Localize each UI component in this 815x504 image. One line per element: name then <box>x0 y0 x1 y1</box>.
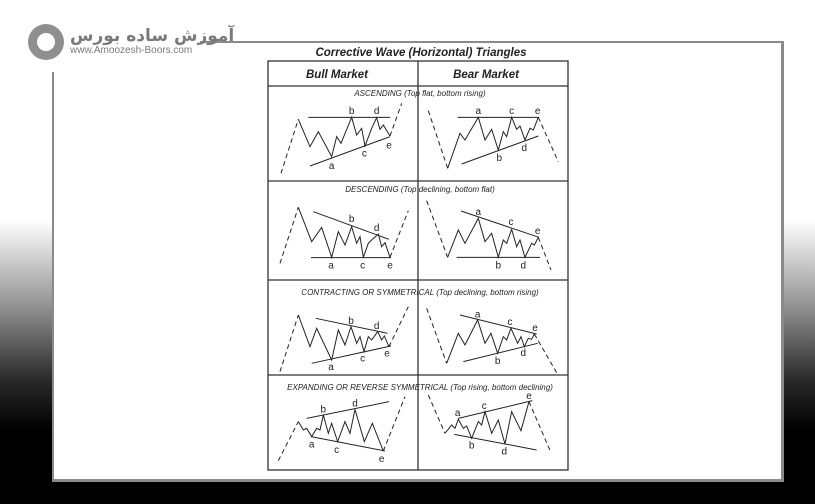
wave-label: e <box>534 105 541 117</box>
header-bull-market: Bull Market <box>306 69 368 81</box>
wave-label: c <box>360 260 366 272</box>
wave-label: d <box>520 347 527 359</box>
wave-label: b <box>348 213 355 225</box>
diagram-title: Corrective Wave (Horizontal) Triangles <box>315 47 527 59</box>
ascending-row <box>281 103 558 173</box>
descending-bear-pattern <box>427 201 551 270</box>
wave-label: c <box>360 353 366 365</box>
wave-label: c <box>481 401 487 413</box>
header-bear-market: Bear Market <box>453 69 519 81</box>
caption-ascending: ASCENDING (Top flat, bottom rising) <box>354 89 486 98</box>
wave-label: e <box>387 260 393 272</box>
expanding-bull-pattern <box>278 397 405 461</box>
wave-label: c <box>507 317 513 329</box>
wave-label: e <box>532 322 538 334</box>
wave-label: b <box>494 356 501 368</box>
wave-label: d <box>520 260 527 272</box>
brand-name: آموزش ساده بورس <box>70 26 235 46</box>
wave-label: e <box>386 140 392 152</box>
wave-label: e <box>534 226 541 238</box>
wave-label: d <box>521 143 528 155</box>
caption-expanding: EXPANDING OR REVERSE SYMMETRICAL (Top rising, bottom declining) <box>287 383 553 392</box>
wave-label: a <box>475 105 482 117</box>
wave-label: b <box>468 440 475 452</box>
wave-label: c <box>508 217 514 229</box>
wave-label: b <box>496 152 503 164</box>
wave-label: a <box>475 207 482 219</box>
wave-label: a <box>454 407 461 419</box>
wave-label: c <box>509 105 515 117</box>
wave-label: d <box>352 398 358 410</box>
wave-label: d <box>373 321 380 333</box>
wave-label: a <box>328 361 334 373</box>
wave-label: a <box>328 260 334 272</box>
wave-label: e <box>384 348 390 360</box>
wave-label: e <box>526 391 532 403</box>
wave-label: c <box>361 148 367 160</box>
brand-url: www.Amoozesh-Boors.com <box>70 45 193 56</box>
wave-label: a <box>328 161 335 173</box>
caption-contracting: CONTRACTING OR SYMMETRICAL (Top declining, bottom rising) <box>301 288 539 297</box>
descending-bull-pattern <box>280 207 408 263</box>
wave-label: b <box>348 315 354 327</box>
contracting-bull-pattern <box>280 307 408 372</box>
ascending-bear-pattern <box>428 111 558 169</box>
expanding-bear-pattern <box>428 395 551 453</box>
wave-label: a <box>474 309 481 321</box>
wave-label: e <box>378 453 385 465</box>
wave-label: d <box>373 105 380 117</box>
wave-label: b <box>348 105 355 117</box>
wave-label: d <box>373 223 380 235</box>
wave-label: c <box>334 445 340 457</box>
expanding-row <box>278 395 551 461</box>
wave-label: b <box>320 404 327 416</box>
wave-label: d <box>501 446 508 458</box>
wave-label: b <box>495 260 502 272</box>
wave-label: a <box>308 439 315 451</box>
caption-descending: DESCENDING (Top declining, bottom flat) <box>345 185 495 194</box>
ascending-labels <box>329 106 541 172</box>
ascending-bull-pattern <box>281 103 402 173</box>
contracting-bear-pattern <box>427 308 557 372</box>
